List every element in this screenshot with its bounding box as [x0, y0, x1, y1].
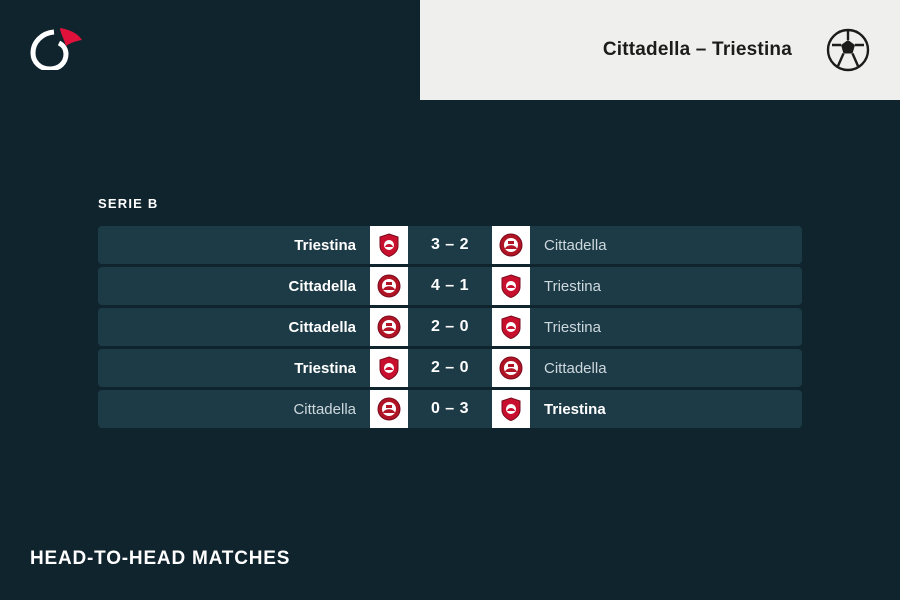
cittadella-crest	[370, 267, 408, 305]
table-row[interactable]	[98, 390, 802, 428]
cittadella-crest	[370, 308, 408, 346]
competition-label: SERIE B	[98, 196, 159, 211]
cittadella-crest	[492, 226, 530, 264]
away-team-name: Triestina	[544, 277, 601, 295]
triestina-crest	[370, 349, 408, 387]
match-list	[98, 226, 802, 431]
match-score: 2 – 0	[430, 318, 470, 335]
triestina-crest	[492, 267, 530, 305]
header	[0, 0, 900, 100]
away-team-name: Cittadella	[544, 236, 607, 254]
match-score: 4 – 1	[430, 277, 470, 294]
match-title: Cittadella – Triestina	[602, 39, 792, 60]
football-icon	[826, 28, 870, 72]
away-team-name: Triestina	[544, 318, 601, 336]
triestina-crest	[370, 226, 408, 264]
table-row[interactable]	[98, 308, 802, 346]
table-row[interactable]	[98, 267, 802, 305]
triestina-crest	[492, 308, 530, 346]
home-team-name: Cittadella	[288, 277, 356, 295]
home-team-name: Triestina	[294, 236, 356, 254]
home-team-name: Triestina	[294, 359, 356, 377]
away-team-name: Cittadella	[544, 359, 607, 377]
cittadella-crest	[370, 390, 408, 428]
home-team-name: Cittadella	[288, 318, 356, 336]
header-curve-shape	[280, 0, 420, 100]
match-score: 3 – 2	[430, 236, 470, 253]
cittadella-crest	[492, 349, 530, 387]
flashscore-logo[interactable]	[30, 26, 84, 70]
page-title: HEAD-TO-HEAD MATCHES	[30, 548, 291, 569]
away-team-name: Triestina	[544, 400, 606, 418]
triestina-crest	[492, 390, 530, 428]
table-row[interactable]	[98, 349, 802, 387]
match-score: 0 – 3	[430, 400, 470, 417]
match-score: 2 – 0	[430, 359, 470, 376]
home-team-name: Cittadella	[293, 400, 356, 418]
table-row[interactable]	[98, 226, 802, 264]
